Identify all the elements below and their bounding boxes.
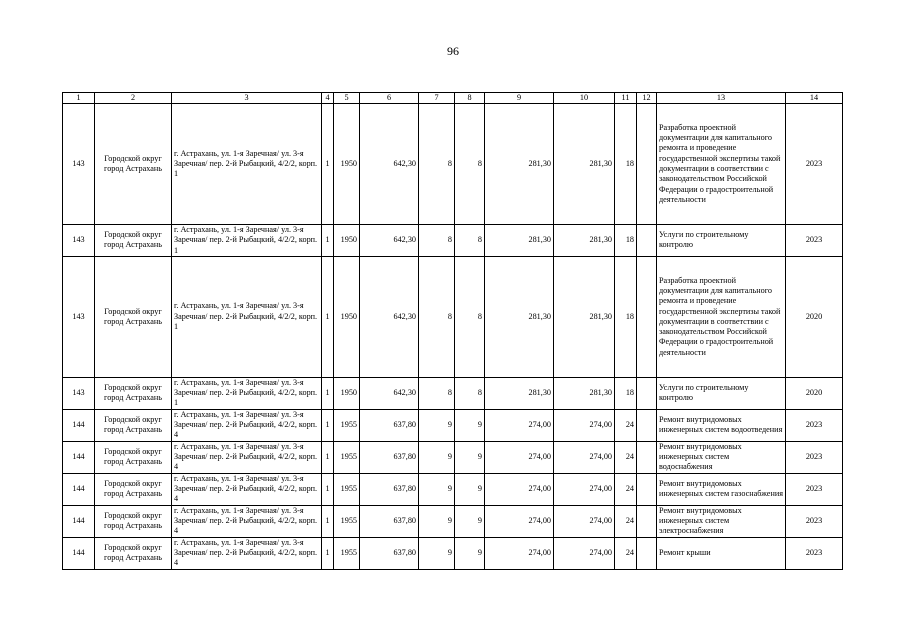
col9-cell: 274,00: [485, 473, 554, 505]
capital-repair-table: [62, 92, 843, 570]
col10-cell: 281,30: [554, 104, 615, 225]
header-cell: 3: [172, 93, 322, 104]
plan-year-cell: 2023: [786, 104, 843, 225]
col7-cell: 8: [419, 256, 455, 377]
col11-cell: 24: [615, 473, 637, 505]
row-number: 144: [63, 441, 95, 473]
col12-cell: [637, 473, 657, 505]
col8-cell: 8: [455, 256, 485, 377]
header-cell: 6: [360, 93, 419, 104]
col10-cell: 274,00: [554, 409, 615, 441]
page-number: 96: [447, 44, 459, 58]
col7-cell: 8: [419, 225, 455, 257]
col9-cell: 281,30: [485, 377, 554, 409]
col9-cell: 274,00: [485, 537, 554, 569]
header-cell: 2: [95, 93, 172, 104]
work-type-cell: Разработка проектной документации для капитального ремонта и проведение государственной экспертизы такой документации в соответствии с законодательством Российской Федерации о градостроительной деятельности: [657, 256, 786, 377]
work-type-cell: Ремонт внутридомовых инженерных систем водоотведения: [657, 409, 786, 441]
col10-cell: 274,00: [554, 537, 615, 569]
plan-year-cell: 2023: [786, 473, 843, 505]
col9-cell: 281,30: [485, 104, 554, 225]
work-type-cell: Услуги по строительному контролю: [657, 225, 786, 257]
district-cell: Городской округ город Астрахань: [95, 104, 172, 225]
table-row: [63, 104, 843, 225]
plan-year-cell: 2023: [786, 505, 843, 537]
col7-cell: 9: [419, 537, 455, 569]
area-cell: 637,80: [360, 537, 419, 569]
col7-cell: 9: [419, 473, 455, 505]
work-type-cell: Услуги по строительному контролю: [657, 377, 786, 409]
work-type-cell: Ремонт внутридомовых инженерных систем электроснабжения: [657, 505, 786, 537]
row-number: 143: [63, 256, 95, 377]
col12-cell: [637, 505, 657, 537]
col11-cell: 18: [615, 256, 637, 377]
year-built-cell: 1955: [334, 505, 360, 537]
header-cell: 12: [637, 93, 657, 104]
col8-cell: 9: [455, 409, 485, 441]
col12-cell: [637, 256, 657, 377]
row-number: 144: [63, 409, 95, 441]
area-cell: 642,30: [360, 225, 419, 257]
address-cell: г. Астрахань, ул. 1-я Заречная/ ул. 3-я Заречная/ пер. 2-й Рыбацкий, 4/2/2, корп. 1: [172, 104, 322, 225]
col9-cell: 281,30: [485, 256, 554, 377]
col9-cell: 274,00: [485, 409, 554, 441]
district-cell: Городской округ город Астрахань: [95, 473, 172, 505]
col9-cell: 274,00: [485, 441, 554, 473]
header-row: [63, 93, 843, 104]
table-row: [63, 256, 843, 377]
plan-year-cell: 2023: [786, 409, 843, 441]
area-cell: 637,80: [360, 505, 419, 537]
plan-year-cell: 2023: [786, 441, 843, 473]
work-type-cell: Ремонт внутридомовых инженерных систем водоснабжения: [657, 441, 786, 473]
col10-cell: 274,00: [554, 473, 615, 505]
district-cell: Городской округ город Астрахань: [95, 409, 172, 441]
plan-year-cell: 2023: [786, 225, 843, 257]
plan-year-cell: 2020: [786, 377, 843, 409]
col8-cell: 8: [455, 225, 485, 257]
table-row: [63, 537, 843, 569]
col9-cell: 281,30: [485, 225, 554, 257]
table-row: [63, 473, 843, 505]
address-cell: г. Астрахань, ул. 1-я Заречная/ ул. 3-я Заречная/ пер. 2-й Рыбацкий, 4/2/2, корп. 4: [172, 537, 322, 569]
col10-cell: 274,00: [554, 441, 615, 473]
year-built-cell: 1955: [334, 537, 360, 569]
col11-cell: 24: [615, 505, 637, 537]
work-type-cell: Ремонт крыши: [657, 537, 786, 569]
area-cell: 637,80: [360, 473, 419, 505]
district-cell: Городской округ город Астрахань: [95, 441, 172, 473]
address-cell: г. Астрахань, ул. 1-я Заречная/ ул. 3-я Заречная/ пер. 2-й Рыбацкий, 4/2/2, корп. 4: [172, 505, 322, 537]
year-built-cell: 1955: [334, 473, 360, 505]
year-built-cell: 1950: [334, 225, 360, 257]
area-cell: 642,30: [360, 256, 419, 377]
address-cell: г. Астрахань, ул. 1-я Заречная/ ул. 3-я Заречная/ пер. 2-й Рыбацкий, 4/2/2, корп. 4: [172, 409, 322, 441]
col11-cell: 24: [615, 537, 637, 569]
col12-cell: [637, 104, 657, 225]
area-cell: 642,30: [360, 104, 419, 225]
header-cell: 8: [455, 93, 485, 104]
plan-year-cell: 2023: [786, 537, 843, 569]
col11-cell: 24: [615, 409, 637, 441]
row-number: 144: [63, 505, 95, 537]
row-number: 143: [63, 377, 95, 409]
year-built-cell: 1950: [334, 377, 360, 409]
col9-cell: 274,00: [485, 505, 554, 537]
work-type-cell: Ремонт внутридомовых инженерных систем газоснабжения: [657, 473, 786, 505]
table-row: [63, 409, 843, 441]
col4-cell: 1: [322, 441, 334, 473]
col4-cell: 1: [322, 409, 334, 441]
col7-cell: 9: [419, 409, 455, 441]
col12-cell: [637, 537, 657, 569]
col8-cell: 9: [455, 505, 485, 537]
col11-cell: 18: [615, 225, 637, 257]
header-cell: 9: [485, 93, 554, 104]
address-cell: г. Астрахань, ул. 1-я Заречная/ ул. 3-я Заречная/ пер. 2-й Рыбацкий, 4/2/2, корп. 1: [172, 377, 322, 409]
work-type-cell: Разработка проектной документации для капитального ремонта и проведение государственной экспертизы такой документации в соответствии с законодательством Российской Федерации о градостроительной деятельности: [657, 104, 786, 225]
col7-cell: 8: [419, 377, 455, 409]
col10-cell: 281,30: [554, 225, 615, 257]
col7-cell: 8: [419, 104, 455, 225]
col10-cell: 281,30: [554, 377, 615, 409]
header-cell: 1: [63, 93, 95, 104]
col8-cell: 9: [455, 441, 485, 473]
header-cell: 4: [322, 93, 334, 104]
col7-cell: 9: [419, 441, 455, 473]
header-cell: 7: [419, 93, 455, 104]
row-number: 143: [63, 104, 95, 225]
col8-cell: 8: [455, 377, 485, 409]
col12-cell: [637, 225, 657, 257]
year-built-cell: 1950: [334, 104, 360, 225]
year-built-cell: 1955: [334, 441, 360, 473]
table-row: [63, 225, 843, 257]
table-row: [63, 377, 843, 409]
header-cell: 14: [786, 93, 843, 104]
table-row: [63, 505, 843, 537]
col4-cell: 1: [322, 537, 334, 569]
col11-cell: 24: [615, 441, 637, 473]
col4-cell: 1: [322, 377, 334, 409]
col12-cell: [637, 441, 657, 473]
plan-year-cell: 2020: [786, 256, 843, 377]
col4-cell: 1: [322, 225, 334, 257]
col11-cell: 18: [615, 377, 637, 409]
row-number: 144: [63, 537, 95, 569]
address-cell: г. Астрахань, ул. 1-я Заречная/ ул. 3-я Заречная/ пер. 2-й Рыбацкий, 4/2/2, корп. 1: [172, 225, 322, 257]
district-cell: Городской округ город Астрахань: [95, 225, 172, 257]
header-cell: 5: [334, 93, 360, 104]
district-cell: Городской округ город Астрахань: [95, 537, 172, 569]
address-cell: г. Астрахань, ул. 1-я Заречная/ ул. 3-я Заречная/ пер. 2-й Рыбацкий, 4/2/2, корп. 1: [172, 256, 322, 377]
address-cell: г. Астрахань, ул. 1-я Заречная/ ул. 3-я Заречная/ пер. 2-й Рыбацкий, 4/2/2, корп. 4: [172, 441, 322, 473]
year-built-cell: 1950: [334, 256, 360, 377]
district-cell: Городской округ город Астрахань: [95, 505, 172, 537]
col7-cell: 9: [419, 505, 455, 537]
row-number: 143: [63, 225, 95, 257]
table-row: [63, 441, 843, 473]
district-cell: Городской округ город Астрахань: [95, 377, 172, 409]
col12-cell: [637, 377, 657, 409]
district-cell: Городской округ город Астрахань: [95, 256, 172, 377]
header-cell: 10: [554, 93, 615, 104]
col12-cell: [637, 409, 657, 441]
col8-cell: 9: [455, 537, 485, 569]
row-number: 144: [63, 473, 95, 505]
col4-cell: 1: [322, 256, 334, 377]
header-cell: 13: [657, 93, 786, 104]
col8-cell: 8: [455, 104, 485, 225]
header-cell: 11: [615, 93, 637, 104]
area-cell: 637,80: [360, 441, 419, 473]
col10-cell: 281,30: [554, 256, 615, 377]
col4-cell: 1: [322, 473, 334, 505]
area-cell: 642,30: [360, 377, 419, 409]
col11-cell: 18: [615, 104, 637, 225]
col4-cell: 1: [322, 505, 334, 537]
year-built-cell: 1955: [334, 409, 360, 441]
col8-cell: 9: [455, 473, 485, 505]
col4-cell: 1: [322, 104, 334, 225]
address-cell: г. Астрахань, ул. 1-я Заречная/ ул. 3-я Заречная/ пер. 2-й Рыбацкий, 4/2/2, корп. 4: [172, 473, 322, 505]
area-cell: 637,80: [360, 409, 419, 441]
col10-cell: 274,00: [554, 505, 615, 537]
